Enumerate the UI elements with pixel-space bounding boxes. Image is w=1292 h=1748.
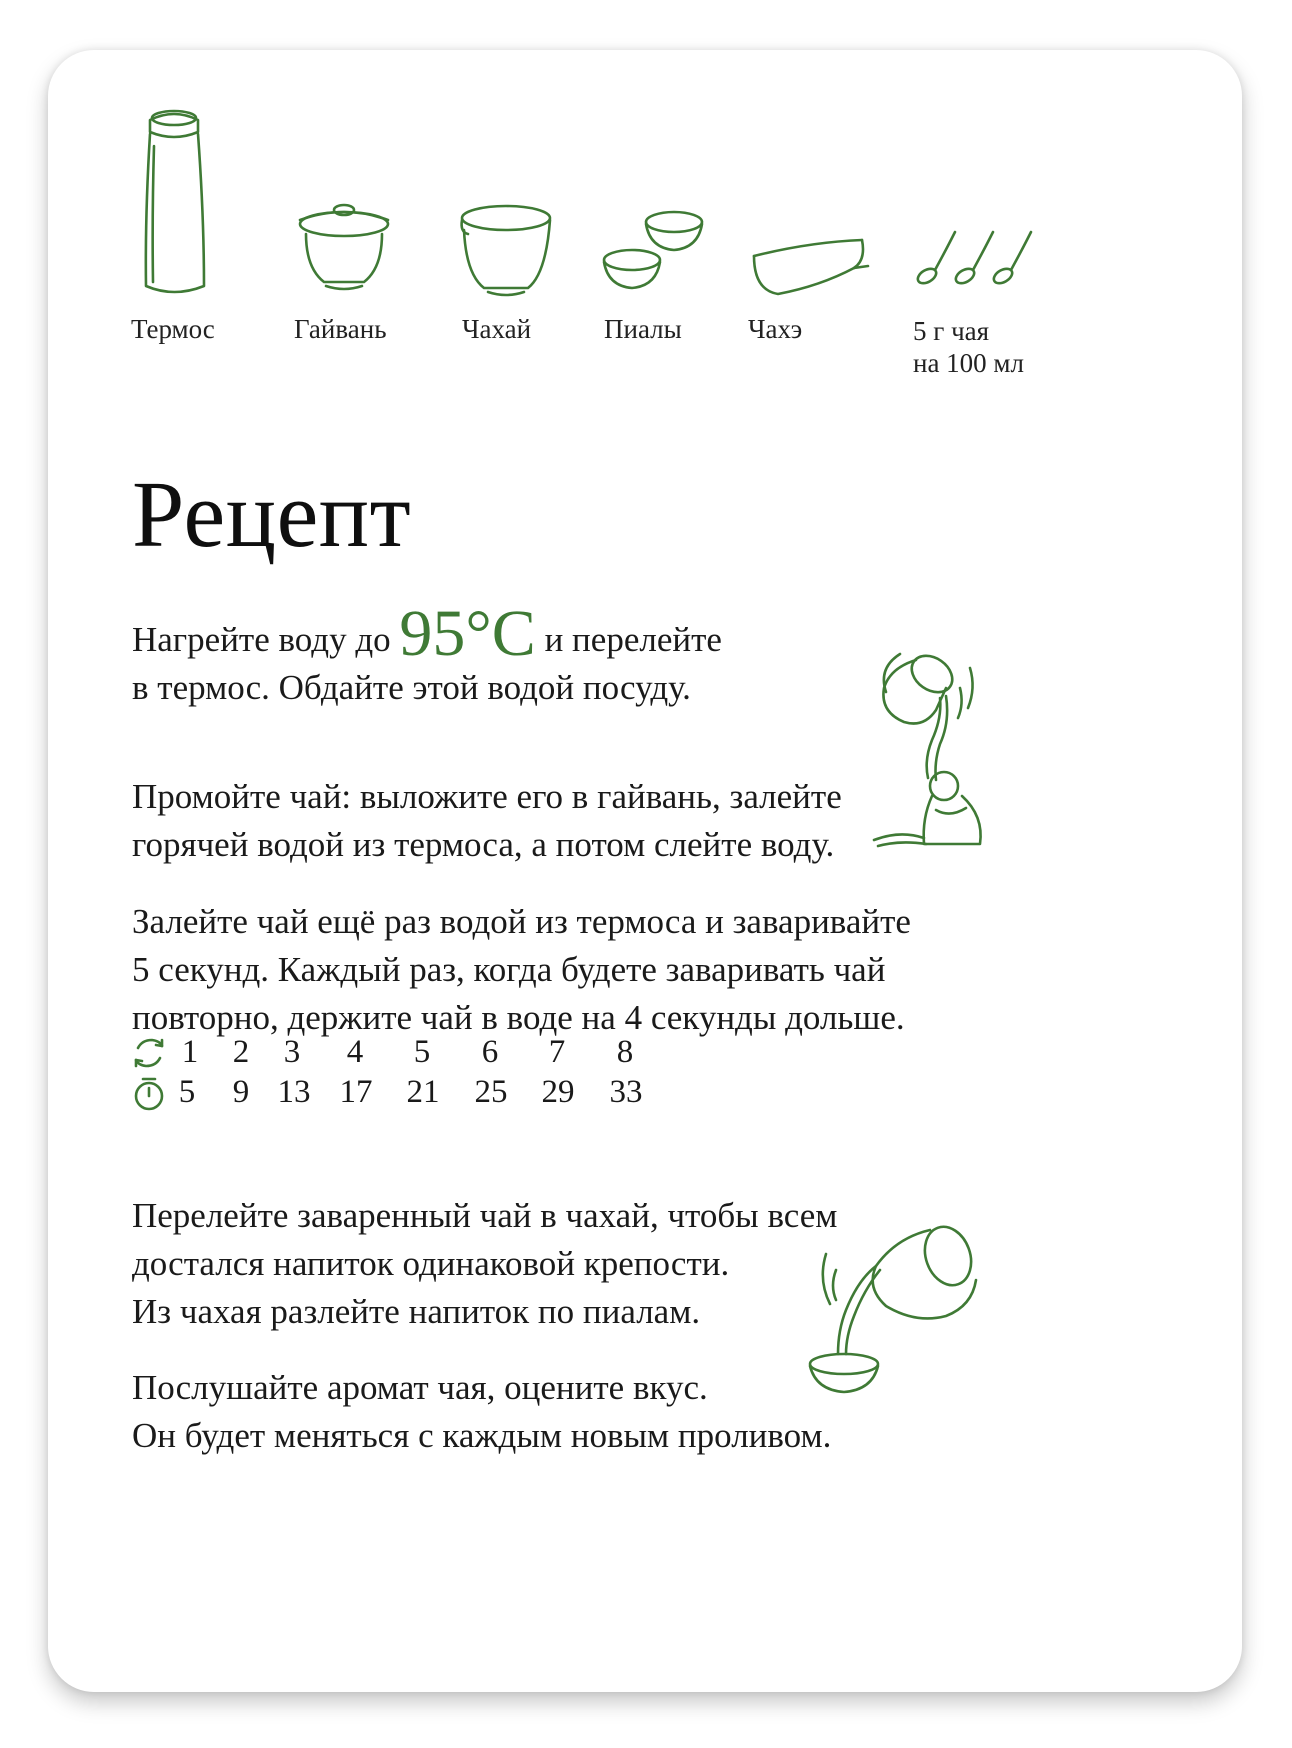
infusion-5: 5 bbox=[413, 1034, 431, 1070]
step-1-before: Нагрейте воду до bbox=[132, 620, 400, 659]
tool-label: Гайвань bbox=[294, 314, 387, 344]
step-2-line-2: горячей водой из термоса, а потом слейте воду. bbox=[132, 825, 835, 864]
step-5 bbox=[132, 1364, 831, 1460]
seconds-7: 29 bbox=[541, 1074, 575, 1110]
tool-label-line2: на 100 мл bbox=[913, 348, 1024, 378]
time-row bbox=[132, 1072, 732, 1112]
tool-label-line1: 5 г чая bbox=[913, 316, 990, 346]
infusion-2: 2 bbox=[232, 1034, 250, 1070]
seconds-1: 5 bbox=[178, 1074, 196, 1110]
temperature: 95°C bbox=[399, 597, 536, 670]
step-3-line-2: 5 секунд. Каждый раз, когда будете заваривать чай bbox=[132, 950, 886, 989]
chahai-icon bbox=[458, 204, 554, 304]
chahe-icon bbox=[750, 238, 870, 318]
seconds-3: 13 bbox=[277, 1074, 311, 1110]
step-4 bbox=[132, 1192, 837, 1336]
step-3-line-3: повторно, держите чай в воде на 4 секунды дольше. bbox=[132, 998, 905, 1037]
infusion-6: 6 bbox=[481, 1034, 499, 1070]
step-3-line-1: Залейте чай ещё раз водой из термоса и заваривайте bbox=[132, 902, 911, 941]
step-5-line-2: Он будет меняться с каждым новым проливом. bbox=[132, 1416, 832, 1455]
tool-label: Пиалы bbox=[604, 314, 682, 344]
tool-label: Чахэ bbox=[748, 314, 803, 344]
step-4-line-2: достался напиток одинаковой крепости. bbox=[132, 1244, 730, 1283]
step-1-line-1 bbox=[132, 597, 722, 670]
step-1-after: и перелейте bbox=[535, 620, 722, 659]
pour-into-gaiwan-illustration bbox=[870, 648, 1030, 858]
tool-label: Чахай bbox=[462, 314, 532, 344]
step-4-line-1: Перелейте заваренный чай в чахай, чтобы всем bbox=[132, 1196, 838, 1235]
thermos-icon bbox=[136, 106, 216, 306]
gaiwan-icon bbox=[296, 198, 392, 298]
spoons-icon bbox=[915, 228, 1045, 298]
step-4-line-3: Из чахая разлейте напиток по пиалам. bbox=[132, 1292, 701, 1331]
seconds-4: 17 bbox=[339, 1074, 373, 1110]
step-1-line-2: в термос. Обдайте этой водой посуду. bbox=[132, 668, 691, 707]
page-title: Рецепт bbox=[132, 463, 412, 567]
repeat-icon bbox=[132, 1036, 166, 1070]
step-2 bbox=[132, 773, 842, 869]
infusion-3: 3 bbox=[283, 1034, 301, 1070]
step-3 bbox=[132, 898, 911, 1042]
seconds-2: 9 bbox=[232, 1074, 250, 1110]
seconds-5: 21 bbox=[406, 1074, 440, 1110]
tool-label: Термос bbox=[131, 314, 215, 344]
step-2-line-1: Промойте чай: выложите его в гайвань, залейте bbox=[132, 777, 842, 816]
seconds-8: 33 bbox=[609, 1074, 643, 1110]
infusion-7: 7 bbox=[548, 1034, 566, 1070]
infusion-row bbox=[132, 1032, 732, 1072]
seconds-6: 25 bbox=[474, 1074, 508, 1110]
recipe-card bbox=[48, 50, 1242, 1692]
stopwatch-icon bbox=[132, 1076, 166, 1112]
cups-icon bbox=[602, 210, 712, 300]
infusion-8: 8 bbox=[616, 1034, 634, 1070]
infusion-4: 4 bbox=[346, 1034, 364, 1070]
pour-into-cup-illustration bbox=[796, 1220, 996, 1410]
brew-table bbox=[132, 1032, 732, 1112]
step-1 bbox=[132, 597, 722, 712]
step-5-line-1: Послушайте аромат чая, оцените вкус. bbox=[132, 1368, 708, 1407]
infusion-1: 1 bbox=[181, 1034, 199, 1070]
